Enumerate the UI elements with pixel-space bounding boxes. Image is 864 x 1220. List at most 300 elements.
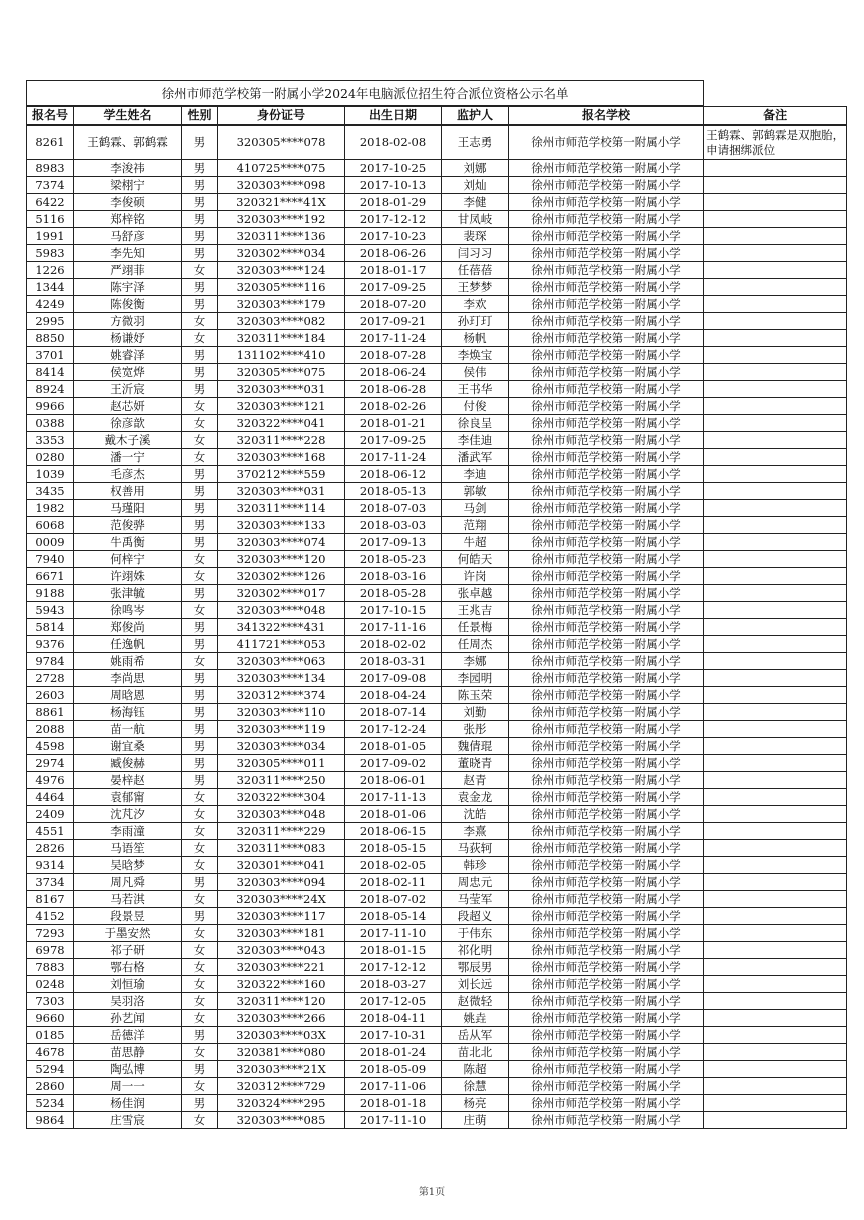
cell-student-name: 刘恒瑜 — [74, 976, 182, 993]
cell-birth-date: 2018-06-15 — [345, 823, 442, 840]
cell-gender: 女 — [182, 789, 218, 806]
col-header-birth-date: 出生日期 — [345, 106, 442, 125]
cell-gender: 男 — [182, 636, 218, 653]
cell-reg-no: 9376 — [27, 636, 74, 653]
cell-gender: 男 — [182, 177, 218, 194]
cell-remarks — [704, 653, 847, 670]
cell-gender: 女 — [182, 806, 218, 823]
cell-guardian: 任周杰 — [442, 636, 509, 653]
cell-reg-no: 9314 — [27, 857, 74, 874]
cell-birth-date: 2018-01-06 — [345, 806, 442, 823]
table-row — [27, 942, 847, 959]
cell-student-name: 权善用 — [74, 483, 182, 500]
cell-gender: 男 — [182, 228, 218, 245]
cell-remarks — [704, 789, 847, 806]
cell-student-name: 周凡舜 — [74, 874, 182, 891]
cell-guardian: 董晓青 — [442, 755, 509, 772]
cell-birth-date: 2018-03-31 — [345, 653, 442, 670]
cell-id-number: 320302****017 — [218, 585, 345, 602]
cell-remarks — [704, 1061, 847, 1078]
cell-reg-no: 6422 — [27, 194, 74, 211]
table-row — [27, 160, 847, 177]
cell-school: 徐州市师范学校第一附属小学 — [509, 568, 704, 585]
cell-reg-no: 2826 — [27, 840, 74, 857]
cell-reg-no: 5814 — [27, 619, 74, 636]
cell-guardian: 侯伟 — [442, 364, 509, 381]
cell-id-number: 320311****229 — [218, 823, 345, 840]
cell-student-name: 臧俊赫 — [74, 755, 182, 772]
cell-guardian: 李欢 — [442, 296, 509, 313]
cell-gender: 男 — [182, 194, 218, 211]
cell-school: 徐州市师范学校第一附属小学 — [509, 636, 704, 653]
cell-birth-date: 2017-12-12 — [345, 211, 442, 228]
cell-school: 徐州市师范学校第一附属小学 — [509, 772, 704, 789]
cell-remarks — [704, 483, 847, 500]
cell-student-name: 徐彦歆 — [74, 415, 182, 432]
cell-reg-no: 5983 — [27, 245, 74, 262]
cell-guardian: 沈皓 — [442, 806, 509, 823]
cell-gender: 女 — [182, 1078, 218, 1095]
cell-student-name: 戴木子溪 — [74, 432, 182, 449]
cell-student-name: 毛彦杰 — [74, 466, 182, 483]
table-row — [27, 228, 847, 245]
cell-id-number: 320303****085 — [218, 1112, 345, 1129]
cell-school: 徐州市师范学校第一附属小学 — [509, 194, 704, 211]
cell-gender: 男 — [182, 670, 218, 687]
page-title: 徐州市师范学校第一附属小学2024年电脑派位招生符合派位资格公示名单 — [27, 81, 704, 107]
cell-birth-date: 2017-09-25 — [345, 432, 442, 449]
cell-school: 徐州市师范学校第一附属小学 — [509, 1061, 704, 1078]
cell-school: 徐州市师范学校第一附属小学 — [509, 381, 704, 398]
cell-birth-date: 2018-06-01 — [345, 772, 442, 789]
cell-guardian: 王志勇 — [442, 125, 509, 160]
cell-gender: 女 — [182, 942, 218, 959]
cell-student-name: 吴晗梦 — [74, 857, 182, 874]
cell-birth-date: 2018-07-28 — [345, 347, 442, 364]
cell-guardian: 李迪 — [442, 466, 509, 483]
cell-gender: 女 — [182, 551, 218, 568]
cell-school: 徐州市师范学校第一附属小学 — [509, 500, 704, 517]
cell-gender: 男 — [182, 245, 218, 262]
cell-birth-date: 2017-09-13 — [345, 534, 442, 551]
cell-student-name: 方微羽 — [74, 313, 182, 330]
cell-birth-date: 2018-02-08 — [345, 125, 442, 160]
cell-reg-no: 5294 — [27, 1061, 74, 1078]
cell-school: 徐州市师范学校第一附属小学 — [509, 619, 704, 636]
cell-school: 徐州市师范学校第一附属小学 — [509, 347, 704, 364]
cell-guardian: 祁化明 — [442, 942, 509, 959]
cell-id-number: 320302****034 — [218, 245, 345, 262]
cell-reg-no: 0280 — [27, 449, 74, 466]
cell-school: 徐州市师范学校第一附属小学 — [509, 687, 704, 704]
table-row — [27, 177, 847, 194]
cell-birth-date: 2017-11-24 — [345, 330, 442, 347]
cell-birth-date: 2018-06-26 — [345, 245, 442, 262]
cell-school: 徐州市师范学校第一附属小学 — [509, 245, 704, 262]
cell-reg-no: 2728 — [27, 670, 74, 687]
cell-reg-no: 8414 — [27, 364, 74, 381]
cell-reg-no: 2860 — [27, 1078, 74, 1095]
col-header-gender: 性别 — [182, 106, 218, 125]
cell-birth-date: 2018-01-18 — [345, 1095, 442, 1112]
cell-id-number: 320303****181 — [218, 925, 345, 942]
cell-school: 徐州市师范学校第一附属小学 — [509, 857, 704, 874]
cell-gender: 女 — [182, 993, 218, 1010]
table-row — [27, 670, 847, 687]
cell-reg-no: 2995 — [27, 313, 74, 330]
cell-guardian: 庄萌 — [442, 1112, 509, 1129]
col-header-student-name: 学生姓名 — [74, 106, 182, 125]
cell-student-name: 庄雪宸 — [74, 1112, 182, 1129]
cell-remarks — [704, 1010, 847, 1027]
cell-student-name: 沈芃汐 — [74, 806, 182, 823]
cell-school: 徐州市师范学校第一附属小学 — [509, 823, 704, 840]
cell-school: 徐州市师范学校第一附属小学 — [509, 296, 704, 313]
cell-school: 徐州市师范学校第一附属小学 — [509, 1044, 704, 1061]
cell-reg-no: 5943 — [27, 602, 74, 619]
cell-gender: 女 — [182, 976, 218, 993]
cell-remarks — [704, 772, 847, 789]
cell-school: 徐州市师范学校第一附属小学 — [509, 874, 704, 891]
table-row — [27, 415, 847, 432]
table-row — [27, 279, 847, 296]
cell-birth-date: 2018-05-15 — [345, 840, 442, 857]
cell-guardian: 张卓越 — [442, 585, 509, 602]
cell-remarks — [704, 1027, 847, 1044]
cell-remarks — [704, 636, 847, 653]
cell-student-name: 范俊骅 — [74, 517, 182, 534]
cell-guardian: 何皓天 — [442, 551, 509, 568]
cell-guardian: 任景梅 — [442, 619, 509, 636]
cell-gender: 男 — [182, 874, 218, 891]
cell-guardian: 陈超 — [442, 1061, 509, 1078]
cell-remarks — [704, 568, 847, 585]
cell-guardian: 张彤 — [442, 721, 509, 738]
cell-student-name: 祁子研 — [74, 942, 182, 959]
cell-guardian: 李健 — [442, 194, 509, 211]
cell-reg-no: 6068 — [27, 517, 74, 534]
cell-id-number: 320303****124 — [218, 262, 345, 279]
cell-student-name: 徐鸣岑 — [74, 602, 182, 619]
cell-reg-no: 7883 — [27, 959, 74, 976]
cell-school: 徐州市师范学校第一附属小学 — [509, 330, 704, 347]
cell-guardian: 于伟东 — [442, 925, 509, 942]
table-row — [27, 704, 847, 721]
cell-birth-date: 2018-05-14 — [345, 908, 442, 925]
cell-reg-no: 9660 — [27, 1010, 74, 1027]
cell-gender: 女 — [182, 857, 218, 874]
cell-id-number: 320305****075 — [218, 364, 345, 381]
cell-gender: 男 — [182, 704, 218, 721]
cell-birth-date: 2018-02-02 — [345, 636, 442, 653]
cell-school: 徐州市师范学校第一附属小学 — [509, 1112, 704, 1129]
table-row — [27, 211, 847, 228]
cell-student-name: 鄂右格 — [74, 959, 182, 976]
cell-guardian: 闫习习 — [442, 245, 509, 262]
roster-sheet — [26, 80, 846, 1129]
col-header-reg-no: 报名号 — [27, 106, 74, 125]
cell-guardian: 赵青 — [442, 772, 509, 789]
cell-remarks — [704, 891, 847, 908]
cell-school: 徐州市师范学校第一附属小学 — [509, 789, 704, 806]
cell-guardian: 马莹军 — [442, 891, 509, 908]
cell-remarks — [704, 500, 847, 517]
cell-school: 徐州市师范学校第一附属小学 — [509, 432, 704, 449]
cell-gender: 男 — [182, 364, 218, 381]
cell-id-number: 410725****075 — [218, 160, 345, 177]
cell-birth-date: 2017-12-24 — [345, 721, 442, 738]
table-row — [27, 959, 847, 976]
cell-id-number: 320311****083 — [218, 840, 345, 857]
cell-birth-date: 2018-06-24 — [345, 364, 442, 381]
cell-student-name: 王沂宸 — [74, 381, 182, 398]
cell-reg-no: 9784 — [27, 653, 74, 670]
cell-id-number: 320303****110 — [218, 704, 345, 721]
cell-gender: 男 — [182, 1027, 218, 1044]
cell-gender: 男 — [182, 483, 218, 500]
cell-reg-no: 4678 — [27, 1044, 74, 1061]
cell-guardian: 范翔 — [442, 517, 509, 534]
cell-reg-no: 9188 — [27, 585, 74, 602]
cell-remarks — [704, 670, 847, 687]
cell-id-number: 320303****168 — [218, 449, 345, 466]
table-row — [27, 585, 847, 602]
roster-body — [27, 125, 847, 1129]
cell-school: 徐州市师范学校第一附属小学 — [509, 1095, 704, 1112]
cell-school: 徐州市师范学校第一附属小学 — [509, 483, 704, 500]
cell-id-number: 320303****082 — [218, 313, 345, 330]
cell-school: 徐州市师范学校第一附属小学 — [509, 653, 704, 670]
table-row — [27, 874, 847, 891]
cell-reg-no: 2409 — [27, 806, 74, 823]
cell-reg-no: 1039 — [27, 466, 74, 483]
cell-school: 徐州市师范学校第一附属小学 — [509, 125, 704, 160]
cell-guardian: 李焕宝 — [442, 347, 509, 364]
table-row — [27, 806, 847, 823]
cell-remarks — [704, 942, 847, 959]
cell-id-number: 320321****41X — [218, 194, 345, 211]
cell-school: 徐州市师范学校第一附属小学 — [509, 262, 704, 279]
cell-student-name: 杨海钰 — [74, 704, 182, 721]
cell-gender: 女 — [182, 568, 218, 585]
cell-birth-date: 2017-10-23 — [345, 228, 442, 245]
cell-id-number: 320311****114 — [218, 500, 345, 517]
cell-birth-date: 2018-02-05 — [345, 857, 442, 874]
cell-reg-no: 8861 — [27, 704, 74, 721]
cell-id-number: 320303****117 — [218, 908, 345, 925]
cell-gender: 男 — [182, 738, 218, 755]
cell-gender: 女 — [182, 432, 218, 449]
cell-guardian: 甘凤岐 — [442, 211, 509, 228]
header-row — [27, 106, 847, 125]
cell-gender: 男 — [182, 1061, 218, 1078]
cell-id-number: 320322****041 — [218, 415, 345, 432]
cell-remarks — [704, 347, 847, 364]
cell-birth-date: 2017-09-21 — [345, 313, 442, 330]
table-row — [27, 772, 847, 789]
cell-id-number: 320324****295 — [218, 1095, 345, 1112]
cell-guardian: 李佳迪 — [442, 432, 509, 449]
cell-gender: 女 — [182, 449, 218, 466]
cell-id-number: 320303****031 — [218, 483, 345, 500]
cell-remarks — [704, 874, 847, 891]
cell-school: 徐州市师范学校第一附属小学 — [509, 908, 704, 925]
cell-reg-no: 9966 — [27, 398, 74, 415]
cell-school: 徐州市师范学校第一附属小学 — [509, 806, 704, 823]
cell-student-name: 李雨潼 — [74, 823, 182, 840]
cell-reg-no: 7940 — [27, 551, 74, 568]
cell-birth-date: 2018-05-13 — [345, 483, 442, 500]
cell-remarks — [704, 925, 847, 942]
cell-birth-date: 2018-05-28 — [345, 585, 442, 602]
cell-remarks — [704, 177, 847, 194]
cell-student-name: 郑俊尚 — [74, 619, 182, 636]
cell-guardian: 韩珍 — [442, 857, 509, 874]
cell-reg-no: 5116 — [27, 211, 74, 228]
cell-school: 徐州市师范学校第一附属小学 — [509, 551, 704, 568]
cell-guardian: 苗北北 — [442, 1044, 509, 1061]
cell-guardian: 杨帆 — [442, 330, 509, 347]
cell-gender: 男 — [182, 279, 218, 296]
cell-student-name: 周晗恩 — [74, 687, 182, 704]
cell-reg-no: 1344 — [27, 279, 74, 296]
table-row — [27, 347, 847, 364]
cell-gender: 女 — [182, 415, 218, 432]
cell-birth-date: 2017-09-02 — [345, 755, 442, 772]
cell-gender: 女 — [182, 925, 218, 942]
cell-remarks — [704, 806, 847, 823]
cell-school: 徐州市师范学校第一附属小学 — [509, 228, 704, 245]
table-row — [27, 925, 847, 942]
cell-reg-no: 7374 — [27, 177, 74, 194]
cell-remarks — [704, 976, 847, 993]
table-row — [27, 466, 847, 483]
cell-reg-no: 0185 — [27, 1027, 74, 1044]
table-row — [27, 840, 847, 857]
cell-student-name: 陈俊衡 — [74, 296, 182, 313]
cell-reg-no: 0009 — [27, 534, 74, 551]
cell-id-number: 320303****031 — [218, 381, 345, 398]
cell-id-number: 320303****034 — [218, 738, 345, 755]
cell-id-number: 320303****121 — [218, 398, 345, 415]
cell-school: 徐州市师范学校第一附属小学 — [509, 1010, 704, 1027]
cell-id-number: 320303****21X — [218, 1061, 345, 1078]
cell-id-number: 320303****063 — [218, 653, 345, 670]
cell-remarks — [704, 432, 847, 449]
cell-remarks — [704, 602, 847, 619]
cell-student-name: 陈宇泽 — [74, 279, 182, 296]
cell-remarks — [704, 551, 847, 568]
cell-guardian: 王梦梦 — [442, 279, 509, 296]
cell-school: 徐州市师范学校第一附属小学 — [509, 211, 704, 228]
cell-birth-date: 2018-07-02 — [345, 891, 442, 908]
cell-guardian: 徐慧 — [442, 1078, 509, 1095]
cell-birth-date: 2017-12-05 — [345, 993, 442, 1010]
cell-remarks — [704, 449, 847, 466]
table-row — [27, 500, 847, 517]
table-row — [27, 619, 847, 636]
table-row — [27, 364, 847, 381]
cell-reg-no: 8924 — [27, 381, 74, 398]
cell-gender: 男 — [182, 466, 218, 483]
cell-remarks — [704, 364, 847, 381]
cell-gender: 女 — [182, 330, 218, 347]
cell-gender: 女 — [182, 891, 218, 908]
cell-id-number: 320305****078 — [218, 125, 345, 160]
cell-remarks — [704, 381, 847, 398]
table-row — [27, 517, 847, 534]
cell-id-number: 320303****098 — [218, 177, 345, 194]
cell-id-number: 320303****24X — [218, 891, 345, 908]
cell-guardian: 郭敏 — [442, 483, 509, 500]
cell-birth-date: 2018-06-12 — [345, 466, 442, 483]
cell-student-name: 侯宽烨 — [74, 364, 182, 381]
cell-gender: 男 — [182, 517, 218, 534]
cell-reg-no: 3353 — [27, 432, 74, 449]
cell-school: 徐州市师范学校第一附属小学 — [509, 925, 704, 942]
cell-gender: 男 — [182, 908, 218, 925]
cell-guardian: 李熹 — [442, 823, 509, 840]
cell-guardian: 牛超 — [442, 534, 509, 551]
table-row — [27, 653, 847, 670]
cell-birth-date: 2017-11-06 — [345, 1078, 442, 1095]
cell-reg-no: 4249 — [27, 296, 74, 313]
cell-gender: 女 — [182, 1044, 218, 1061]
cell-id-number: 320303****048 — [218, 602, 345, 619]
cell-id-number: 320305****011 — [218, 755, 345, 772]
cell-id-number: 320311****184 — [218, 330, 345, 347]
cell-id-number: 131102****410 — [218, 347, 345, 364]
cell-gender: 男 — [182, 585, 218, 602]
cell-reg-no: 0388 — [27, 415, 74, 432]
cell-birth-date: 2018-01-21 — [345, 415, 442, 432]
cell-remarks — [704, 194, 847, 211]
cell-guardian: 裴琛 — [442, 228, 509, 245]
cell-remarks — [704, 1044, 847, 1061]
table-row — [27, 449, 847, 466]
cell-student-name: 赵芯妍 — [74, 398, 182, 415]
cell-reg-no: 3435 — [27, 483, 74, 500]
cell-gender: 男 — [182, 211, 218, 228]
cell-id-number: 320303****094 — [218, 874, 345, 891]
cell-reg-no: 2088 — [27, 721, 74, 738]
cell-school: 徐州市师范学校第一附属小学 — [509, 738, 704, 755]
table-row — [27, 1027, 847, 1044]
cell-student-name: 袁郁甯 — [74, 789, 182, 806]
cell-id-number: 320311****120 — [218, 993, 345, 1010]
cell-remarks — [704, 585, 847, 602]
cell-school: 徐州市师范学校第一附属小学 — [509, 449, 704, 466]
cell-guardian: 孙玎玎 — [442, 313, 509, 330]
cell-student-name: 岳德洋 — [74, 1027, 182, 1044]
cell-student-name: 苗思静 — [74, 1044, 182, 1061]
cell-reg-no: 3734 — [27, 874, 74, 891]
table-row — [27, 398, 847, 415]
cell-reg-no: 0248 — [27, 976, 74, 993]
cell-remarks — [704, 823, 847, 840]
table-row — [27, 296, 847, 313]
cell-birth-date: 2018-07-03 — [345, 500, 442, 517]
cell-school: 徐州市师范学校第一附属小学 — [509, 1078, 704, 1095]
cell-reg-no: 6671 — [27, 568, 74, 585]
cell-birth-date: 2017-11-10 — [345, 1112, 442, 1129]
cell-birth-date: 2017-10-25 — [345, 160, 442, 177]
table-row — [27, 1078, 847, 1095]
cell-student-name: 杨谦妤 — [74, 330, 182, 347]
cell-remarks: 王鹤霖、郭鹤霖是双胞胎，申请捆绑派位 — [704, 125, 847, 160]
table-row — [27, 1010, 847, 1027]
cell-school: 徐州市师范学校第一附属小学 — [509, 704, 704, 721]
